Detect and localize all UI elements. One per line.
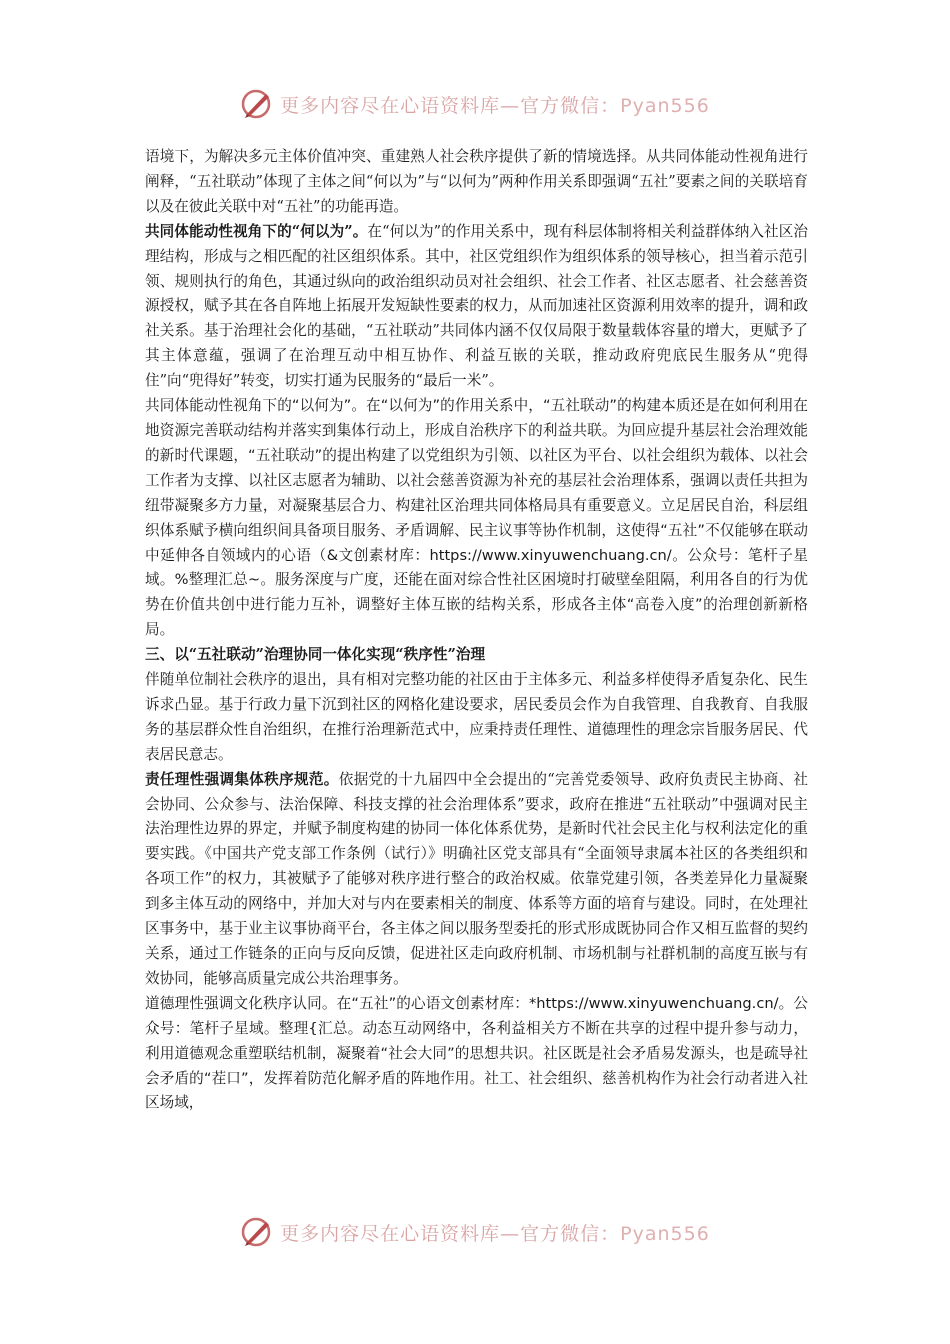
paragraph-lead: 共同体能动性视角下的“何以为”。 — [145, 222, 368, 240]
paragraph: 伴随单位制社会秩序的退出，具有相对完整功能的社区由于主体多元、利益多样使得矛盾复杂化、民生诉求凸显。基于行政力量下沉到社区的网格化建设要求，居民委员会作为自我管理、自我教育、自我服务的基层群众性自治组织，在推行治理新范式中，应秉持责任理性、道德理性的理念宗旨服务居民、代表居民意志。 — [145, 671, 808, 763]
pen-circle-logo-icon — [240, 1215, 274, 1249]
paragraph-lead: 责任理性强调集体秩序规范。 — [145, 770, 339, 788]
paragraph: 语境下，为解决多元主体价值冲突、重建熟人社会秩序提供了新的情境选择。从共同体能动性视角进行阐释，“五社联动”体现了主体之间“何以为”与“以何为”两种作用关系即强调“五社”要素之间的关联培育以及在彼此关联中对“五社”的功能再造。 — [145, 148, 808, 215]
watermark-text: 更多内容尽在心语资料库—官方微信：Pyan556 — [280, 1222, 710, 1245]
paragraph: 共同体能动性视角下的“以何为”。在“以何为”的作用关系中，“五社联动”的构建本质还是在如何利用在地资源完善联动结构并落实到集体行动上，形成自治秩序下的利益共联。为回应提升基层社会治理效能的新时代课题，“五社联动”的提出构建了以党组织为引领、以社区为平台、以社会组织为载体、以社会工作者为支撑、以社区志愿者为辅助、以社会慈善资源为补充的基层社会治理体系，强调以责任共担为纽带凝聚多方力量，对凝聚基层合力、构建社区治理共同体格局具有重要意义。立足居民自治，科层组织体系赋予横向组织间具备项目服务、矛盾调解、民主议事等协作机制，这使得“五社”不仅能够在联动中延伸各自领域内的心语（&文创素材库：https://www.xinyuwenchuang.cn/。公众号：笔杆子星域。%整理汇总~。服务深度与广度，还能在面对综合性社区困境时打破壁垒阻隔，利用各自的行为优势在价值共创中进行能力互补，调整好主体互嵌的结构关系，形成各主体“高卷入度”的治理创新新格局。 — [145, 397, 808, 639]
paragraph — [145, 220, 808, 394]
watermark-footer — [0, 1212, 950, 1252]
section-heading: 三、以“五社联动”治理协同一体化实现“秩序性”治理 — [145, 646, 486, 664]
document-body — [145, 145, 808, 1116]
paragraph-body: 在“何以为”的作用关系中，现有科层体制将相关利益群体纳入社区治理结构，形成与之相匹配的社区组织体系。其中，社区党组织作为组织体系的领导核心，担当着示范引领、规则执行的角色，其通过纵向的政治组织动员对社会组织、社会工作者、社区志愿者、社会慈善资源授权，赋予其在各自阵地上拓展开发短缺性要素的权力，从而加速社区资源利用效率的提升，调和政社关系。基于治理社会化的基础，“五社联动”共同体内涵不仅仅局限于数量载体容量的增大，更赋予了其主体意蕴，强调了在治理互动中相互协作、利益互嵌的关联，推动政府兜底民生服务从“兜得住”向“兜得好”转变，切实打通为民服务的“最后一米”。 — [145, 222, 808, 390]
watermark-text: 更多内容尽在心语资料库—官方微信：Pyan556 — [280, 94, 710, 117]
paragraph: 道德理性强调文化秩序认同。在“五社”的心语文创素材库：*https://www.xinyuwenchuang.cn/。公众号：笔杆子星域。整理{汇总。动态互动网络中，各利益相关方不断在共享的过程中提升参与动力，利用道德观念重塑联结机制，凝聚着“社会大同”的思想共识。社区既是社会矛盾易发源头，也是疏导社会矛盾的“茬口”，发挥着防范化解矛盾的阵地作用。社工、社会组织、慈善机构作为社会行动者进入社区场域， — [145, 994, 808, 1112]
pen-circle-logo-icon — [240, 87, 274, 121]
paragraph-body: 依据党的十九届四中全会提出的“完善党委领导、政府负责民主协商、社会协同、公众参与、法治保障、科技支撑的社会治理体系”要求，政府在推进“五社联动”中强调对民主法治理性边界的界定，并赋予制度构建的协同一体化体系优势，是新时代社会民主化与权利法定化的重要实践。《中国共产党支部工作条例（试行）》明确社区党支部具有“全面领导隶属本社区的各类组织和各项工作”的权力，其被赋予了能够对秩序进行整合的政治权威。依靠党建引领，各类差异化力量凝聚到多主体互动的网络中，并加大对与内在要素相关的制度、体系等方面的培育与建设。同时，在处理社区事务中，基于业主议事协商平台，各主体之间以服务型委托的形式形成既协同合作又相互监督的契约关系，通过工作链条的正向与反向反馈，促进社区走向政府机制、市场机制与社群机制的高度互嵌与有效协同，能够高质量完成公共治理事务。 — [145, 770, 808, 987]
paragraph — [145, 768, 808, 992]
watermark-header — [0, 84, 950, 124]
